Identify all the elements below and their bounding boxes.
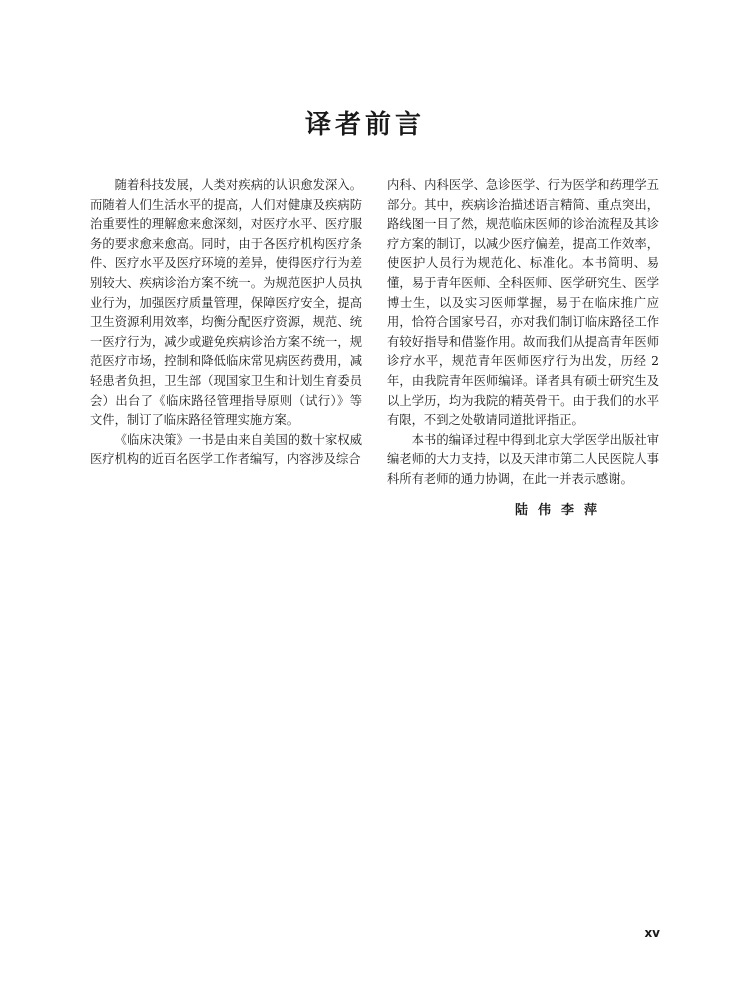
paragraph: 随着科技发展，人类对疾病的认识愈发深入。而随着人们生活水平的提高，人们对健康及疾病防治重要性的理解愈来愈深刻，对医疗水平、医疗服务的要求愈来愈高。同时，由于各医疗机构医疗条件、医疗水平及医疗环境的差异，使得医疗行为差别较大、疾病诊治方案不统一。为规范医护人员执业行为，加强医疗质量管理，保障医疗安全，提高卫生资源利用效率，均衡分配医疗资源，规范、统一医疗行为，减少或避免疾病诊治方案不统一，规范医疗市场，控制和降低临床常见病医药费用，减轻患者负担，卫生部（现国家卫生和计划生育委员会）出台了《临床路径管理指导原则（试行）》等文件，制订了临床路径管理实施方案。: [90, 178, 362, 428]
paragraph: 本书的编译过程中得到北京大学医学出版社审编老师的大力支持，以及天津市第二人民医院人事科所有老师的通力协调，在此一并表示感谢。: [387, 432, 659, 486]
translator-signature: 陆伟李萍: [515, 503, 608, 518]
page-number: xv: [644, 926, 660, 940]
right-column: [387, 176, 659, 490]
left-column: [90, 176, 362, 470]
paragraph-continuation: 内科、内科医学、急诊医学、行为医学和药理学五部分。其中，疾病诊治描述语言精简、重点突出，路线图一目了然，规范临床医师的诊治流程及其诊疗方案的制订，以减少医疗偏差，提高工作效率，使医护人员行为规范化、标准化。本书简明、易懂，易于青年医师、全科医师、医学研究生、医学博士生，以及实习医师掌握，易于在临床推广应用，恰符合国家号召，亦对我们制订临床路径工作有较好指导和借鉴作用。故而我们从提高青年医师诊疗水平，规范青年医师医疗行为出发，历经 2 年，由我院青年医师编译。译者具有硕士研究生及以上学历，均为我院的精英骨干。由于我们的水平有限，不到之处敬请同道批评指正。: [387, 178, 659, 428]
page-title: 译者前言: [304, 110, 425, 140]
paragraph: 《临床决策》一书是由来自美国的数十家权威医疗机构的近百名医学工作者编写，内容涉及综合: [90, 432, 362, 467]
